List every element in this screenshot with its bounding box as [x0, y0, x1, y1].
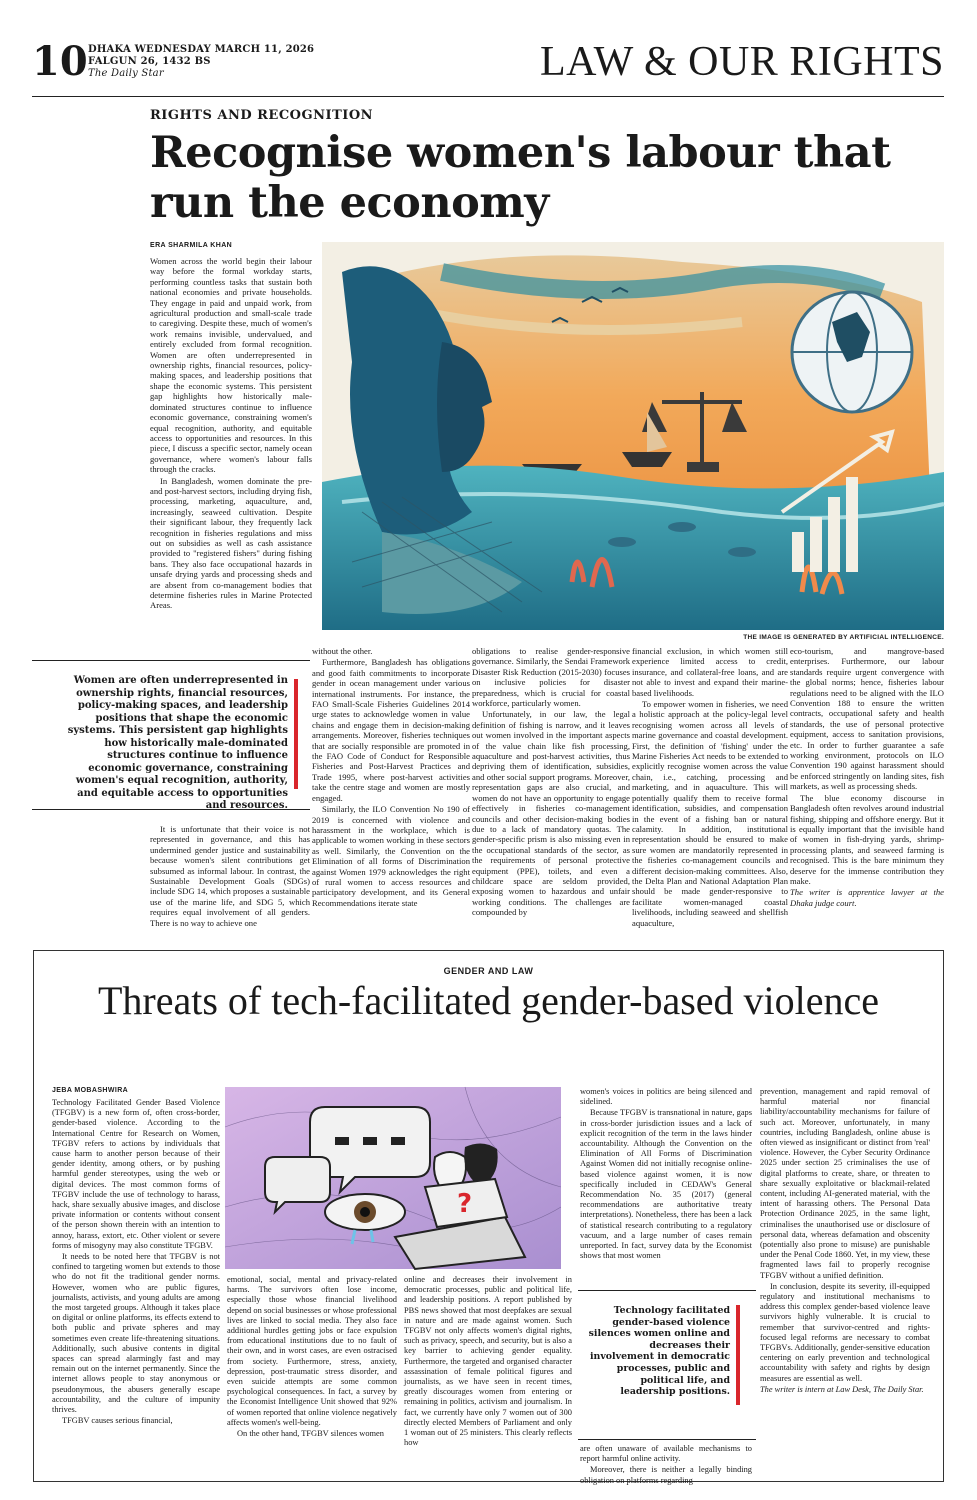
article2-byline: JEBA MOBASHWIRA [52, 1087, 129, 1094]
cyber-harassment-illustration [225, 1087, 561, 1269]
image-credit: THE IMAGE IS GENERATED BY ARTIFICIAL INTELLIGENCE. [743, 634, 944, 641]
article2-column-4-bottom [580, 1444, 752, 1485]
article2-pull-quote [578, 1290, 756, 1440]
article1-kicker: RIGHTS AND RECOGNITION [150, 108, 374, 123]
paragraph: In conclusion, despite its severity, ill-equipped regulatory and institutional mechanisms to address this complex gender-based violence leave survivors highly vulnerable. It is crucial to remember that survivor-centred and rights-focused legal reforms are necessary to combat TFGBVs. Additionally, gender-sensitive education centering on early prevention and technological accountability with safety and rights by design measures are essential as well. [760, 1281, 930, 1383]
paragraph: women's voices in politics are being silenced and sidelined. [580, 1087, 752, 1107]
article1-pull-quote [32, 660, 310, 810]
masthead-rule [32, 96, 944, 97]
pull-quote-accent-bar [294, 679, 298, 789]
svg-text:?: ? [457, 1189, 473, 1219]
article2-illustration [225, 1087, 561, 1269]
author-signoff: The writer is apprentice lawyer at the Dhaka judge court. [790, 887, 944, 908]
pull-quote-accent-bar [736, 1305, 740, 1405]
paragraph: financial exclusion, in which women still experience limited access to credit, insurance, and collateral-free loans, and are not able to invest and expand their marine-based livelihoods. [632, 646, 788, 698]
bengali-date: FALGUN 26, 1432 BS [88, 56, 211, 67]
paragraph: without the other. [312, 646, 373, 656]
article2-column-2 [227, 1275, 397, 1475]
article1-byline: ERA SHARMILA KHAN [150, 242, 233, 249]
masthead [32, 38, 944, 96]
paragraph: Moreover, there is neither a legally binding obligation on platforms regarding [580, 1465, 752, 1485]
article1-column-5 [790, 646, 944, 936]
date-line: DHAKA WEDNESDAY MARCH 11, 2026 [88, 44, 315, 55]
hero-illustration [322, 242, 944, 630]
paragraph: eco-tourism, and mangrove-based enterprises. Furthermore, our labour standards require urgent convergence with the global norms; hence, fisheries labour regulations need to be aligned with the ILO Convention 188 to ensure the written contracts, occupational safety and health standards, the use of personal protective equipment, access to sanitation provisions, etc. In order to further guarantee a safe working environment, protocols on ILO Convention 190 against harassment should be enforced stringently on landing sites, fish markets, as well as processing sheds. [790, 646, 944, 792]
paper-logo: The Daily Star [88, 68, 164, 79]
article1-column-4 [632, 646, 788, 936]
paragraph: online and decreases their involvement in democratic processes, public and political life, and leadership positions. A report published by PBS news showed that most deepfakes are sexual in nature and are made against women. Such TFGBV not only affects women's digital rights, such as privacy, speech, and security, but is also a key barrier to achieving gender equality. Furthermore, the targeted and organised character assassination of female political figures and journalists, as we have seen in recent times, greatly discourages women from entering or remaining in politics, activism and journalism. In fact, we currently have only 7 women out of 300 directly elected Members of Parliament and only 1 woman out of 25 ministers. This clearly reflects how [404, 1275, 572, 1448]
article1-column-2 [312, 646, 470, 936]
section-title: LAW & OUR RIGHTS [539, 39, 944, 85]
paragraph: emotional, social, mental and privacy-related harms. The survivors often lose income, especially those whose financial livelihood depend on social businesses or whose professional lives are linked to social media. They also face additional hurdles getting jobs or face expulsion from educational institutions due to no fault of their own, and in worst cases, are even ostracised from society. Furthermore, stress, anxiety, depression, post-traumatic stress disorder, and even suicide attempts are some common psychological consequences. In fact, a survey by the Economist Intelligence Unit showed that 92% of women reported that online violence negatively affects women's well-being. [227, 1275, 397, 1427]
article1-column-1b [150, 824, 310, 936]
article2-kicker: GENDER AND LAW [443, 966, 534, 976]
article2-column-3 [404, 1275, 572, 1475]
article1-headline: Recognise women's labour that run the economy [150, 128, 891, 228]
paragraph: It is unfortunate that their voice is not represented in governance, and this has undermined gender justice and sustainability because women's silent contributions get subsumed as informal labour. In contrast, the Sustainable Development Goals (SDGs) include SDG 14, which proposes a sustainable use of the marine life, and SDG 5, which requires equal involvement of all genders. There is no way to achieve one [150, 824, 310, 928]
paragraph: Technology Facilitated Gender Based Violence (TFGBV) is a new form of, often cross-border, gender-based violence. According to the International Centre for Research on Women, TFGBV refers to actions by individuals that cause harm to another person because of their gender identity, among others, or by pushing harmful gender stereotypes, using the web or digital devices. The most common forms of TFGBV include the use of technology to harass, hack, share sexually abusive images, and disclose private information or contents without consent of the person shown therein with an intention to annoy, harass, extort, etc. Other violent or severe forms of misogyny may also constitute TFGBV. [52, 1098, 220, 1250]
author-signoff: The writer is intern at Law Desk, The Daily Star. [760, 1384, 924, 1394]
article1-column-3 [472, 646, 630, 936]
paragraph: Women across the world begin their labour way before the formal workday starts, performing countless tasks that sustain both national economies and private households. They engage in paid and unpaid work, from agricultural production and small-scale trade to caregiving. Despite these, much of women's work remains invisible, undervalued, and entirely excluded from formal recognition. Women are often underrepresented in ownership rights, financial resources, policy-making spaces, and leadership positions that shape the economic systems. This persistent gap highlights how historically male-dominated structures continue to influence economic governance, constraining women's equal recognition, authority, and equitable access to opportunities and resources. In this piece, I discuss a specific sector, namely ocean governance, where women's labour falls through the cracks. [150, 256, 312, 475]
article2-headline: Threats of tech-facilitated gender-based violence [97, 978, 879, 1023]
paragraph: Because TFGBV is transnational in nature, gaps in cross-border jurisdiction issues and a lack of explicit recognition of the term in the laws hinder accountability. Although the Convention on the Elimination of All Forms of Discrimination Against Women did not initially recognise online-based violence against women, it is now specifically included in CEDAW's General Recommendation No. 35 (2017) (general recommendations are authoritative treaty interpretations). Nonetheless, there has been a lack of statistical research contributing to a regulatory vacuum, and a large number of cases remain unreported. In fact, survey data by the Economist shows that most women [580, 1108, 752, 1261]
page-number: 10 [32, 38, 88, 85]
paragraph: On the other hand, TFGBV silences women [237, 1429, 384, 1439]
paragraph: TFGBV causes serious financial, [62, 1416, 173, 1426]
paragraph: Furthermore, Bangladesh has obligations and good faith commitments to incorporate gender in ocean management under various international instruments. For instance, the FAO Small-Scale Fisheries Guidelines 2014 urge states to acknowledge women in value chains and engage them in decision-making arrangements. Moreover, fisheries techniques that are socially responsible are promoted in the FAO Code of Conduct for Responsible Fisheries and Post-Harvest Practices and Trade 1995, where post-harvest activities take the centre stage and women are mostly engaged. [312, 657, 470, 803]
paragraph: obligations to realise gender-responsive governance. Similarly, the Sendai Framework Disaster Risk Reduction (2015-2030) focuses on inclusive policies for disaster preparedness, which is crucial for coastal workforce, particularly women. [472, 646, 630, 709]
paragraph: The blue economy discourse in Bangladesh often revolves around industrial fishing, shipping and offshore energy. But it is equally important that the invisible hand of women in fish-drying yards, shrimp-processing plants, and seaweed farming is recognised. This is the bare minimum they deserve for the immense contribution they make. [790, 792, 944, 886]
article2-column-1 [52, 1098, 220, 1474]
ocean-woman-illustration [322, 242, 944, 630]
date-block [88, 44, 314, 80]
paragraph: are often unaware of available mechanisms to report harmful online activity. [580, 1444, 752, 1464]
paragraph: It needs to be noted here that TFGBV is not confined to targeting women but extends to those who do not fit the traditional gender norms. However, women who are public figures, journalists, activists, and young adults are among the most targeted groups. Although it takes place on digital or online platforms, its effects extend to both public and private spheres and may sometimes even create life-threatening situations. Additionally, such abusive contents in digital spaces can spread alarmingly fast and may remain out on the internet permanently. Since the internet allows people to stay anonymous or pseudonymous, the abusers generally escape accountability, and the culture of impunity thrives. [52, 1252, 220, 1415]
paragraph: prevention, management and rapid removal of harmful material nor financial liability/accountability mechanisms for failure of such act. Moreover, unfortunately, in many countries, including Bangladesh, online abuse is often viewed as insignificant or distinct from 'real' violence. However, the Cyber Security Ordinance 2025 under section 25 criminalises the use of digital platforms to create, share, or threaten to share sexually exploitative or blackmail-related content, including AI-generated material, with the intent of harassing others. The Personal Data Protection Ordinance 2025, in the same light, criminalises the unauthorised use or disclosure of personal data, whereas defamation and obscenity (potentially also prone to misuse) are punishable under the Penal Code 1860. Yet, in my view, these fragmented laws fail to properly recognise TFGBV without a unified definition. [760, 1087, 930, 1280]
paragraph: In Bangladesh, women dominate the pre- and post-harvest sectors, including drying fish, processing, marketing, aquaculture, and, increasingly, seaweed cultivation. Despite their significant labour, they frequently lack recognition in fisheries regulations and miss out on subsidies as well as cash assistance provided to "registered fishers" during fishing bans. They also face occupational hazards in unsafe drying yards and processing sheds and are absent from co-management bodies that determine fisheries rules in Marine Protected Areas. [150, 475, 312, 611]
article1-column-1 [150, 256, 312, 652]
pull-quote-text: Technology facilitated gender-based violence silences women online and decreases their involvement in democratic processes, public and political life, and leadership positions. [588, 1305, 730, 1398]
pull-quote-text: Women are often underrepresented in ownership rights, financial resources, policy-making spaces, and leadership positions that shape the economic systems. This persistent gap highlights how historically male-dominated structures continue to influence economic governance, constraining women's equal recognition, authority, and equitable access to opportunities and resources. [67, 675, 288, 811]
paragraph: Similarly, the ILO Convention No 190 of 2019 is concerned with violence and harassment in the workplace, which is applicable to women working in these sectors as well. Similarly, the Convention on the Elimination of all forms of Discrimination against Women 1979 acknowledges the right of rural women to access resources and participatory development, and its General Recommendations iterate state [312, 804, 470, 908]
paragraph: Unfortunately, in our law, the legal definition of fishing is narrow, and it leaves out women involved in the important aspects of the value chain like fish processing, aquaculture and post-harvest activities, thus depriving them of identification, subsidies, and other social support programs. Moreover, representation gaps are also crucial, and women do not have an opportunity to engage effectively in fisheries co-management councils and other decision-making bodies due to a lack of mandatory quotas. The gender-specific prism is also missing even in the occupational standards of the sector, as the requirements of personal protective equipment (PPE), toilets, and even a childcare space are seldom provided, exposing women to hazardous and unfair working conditions. The challenges are compounded by [472, 709, 630, 918]
article2-column-4-top [580, 1087, 752, 1283]
paragraph: To empower women in fisheries, we need a holistic approach at the policy-legal level recognising women across all levels of marine governance and coastal development. First, the definition of 'fishing' under the Marine Fisheries Act needs to be extended to explicitly recognise women across the value chain, i.e., catching, processing and marketing, and in aquaculture. This will potentially qualify them to receive formal identification, subsidies, and compensation in the event of a fishing ban or natural calamity. In addition, institutional representation should be ensured to make sure women are mandatorily represented in the fisheries co-management councils and different decision-making committees. Also, the Delta Plan and National Adaptation Plan should be made gender-responsive to facilitate women-managed coastal livelihoods, including seaweed and shellfish aquaculture, [632, 699, 788, 928]
article2-column-5 [760, 1087, 930, 1477]
